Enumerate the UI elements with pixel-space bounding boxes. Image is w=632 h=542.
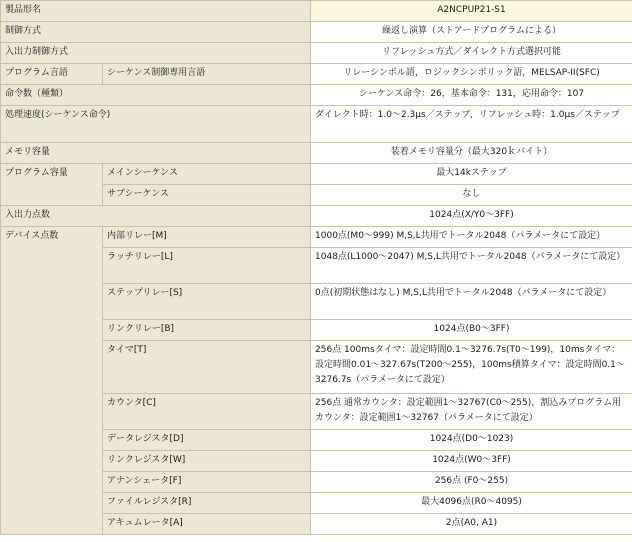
- row-value-io-points: 1024点(X/Y0〜3FF): [311, 206, 632, 227]
- row-sub-language: シーケンス制御専用言語: [103, 64, 311, 85]
- row-value-io-control: リフレッシュ方式／ダイレクト方式選択可能: [311, 43, 632, 64]
- row-value-file-register: 最大4096点(R0〜4095): [311, 493, 632, 514]
- row-sub-link-register: リンクレジスタ[W]: [103, 451, 311, 472]
- row-value-program-main: 最大14kステップ: [311, 164, 632, 185]
- row-label-language: プログラム言語: [1, 64, 103, 85]
- row-value-language: リレーシンボル語，ロジックシンボリック語，MELSAP-II(SFC): [311, 64, 632, 85]
- table-row: [1, 227, 632, 248]
- table-row: [1, 143, 632, 164]
- row-label-control: 制御方式: [1, 22, 311, 43]
- row-sub-link-relay: リンクリレー[B]: [103, 320, 311, 341]
- row-value-link-relay: 1024点(B0〜3FF): [311, 320, 632, 341]
- table-row: [1, 206, 632, 227]
- row-value-link-register: 1024点(W0〜3FF): [311, 451, 632, 472]
- row-value-timer: 256点 100msタイマ：設定時間0.1〜3276.7s(T0〜199)，10msタイマ：設定時間0.01〜327.67s(T200〜255)，100ms積算タイマ：設定時間0.1〜3276.7s（パラメータにて設定）: [311, 341, 632, 394]
- row-sub-internal-relay: 内部リレー[M]: [103, 227, 311, 248]
- table-row: [1, 22, 632, 43]
- row-value-program-sub: なし: [311, 185, 632, 206]
- table-row: [1, 85, 632, 106]
- row-sub-latch-relay: ラッチリレー[L]: [103, 248, 311, 284]
- row-label-instructions: 命令数（種類）: [1, 85, 311, 106]
- row-value-data-register: 1024点(D0〜1023): [311, 430, 632, 451]
- row-sub-data-register: データレジスタ[D]: [103, 430, 311, 451]
- row-sub-program-sub: サブシーケンス: [103, 185, 311, 206]
- row-label-io-points: 入出力点数: [1, 206, 311, 227]
- row-value-annunciator: 256点 (F0〜255): [311, 472, 632, 493]
- table-row: [1, 64, 632, 85]
- row-label-model: 製品形名: [1, 1, 311, 22]
- row-label-io-control: 入出力制御方式: [1, 43, 311, 64]
- table-row: [1, 43, 632, 64]
- row-sub-accumulator: アキュムレータ[A]: [103, 514, 311, 535]
- row-value-internal-relay: 1000点(M0〜999) M,S,L共用でトータル2048（パラメータにて設定）: [311, 227, 632, 248]
- row-value-control: 繰返し演算（ストアードプログラムによる）: [311, 22, 632, 43]
- row-sub-file-register: ファイルレジスタ[R]: [103, 493, 311, 514]
- row-label-speed: 処理速度(シーケンス命令): [1, 106, 311, 143]
- table-row: [1, 164, 632, 185]
- row-value-latch-relay: 1048点(L1000〜2047) M,S,L共用でトータル2048（パラメータにて設定）: [311, 248, 632, 284]
- row-label-memory: メモリ容量: [1, 143, 311, 164]
- row-sub-timer: タイマ[T]: [103, 341, 311, 394]
- row-value-model: A2NCPUP21-S1: [311, 1, 632, 22]
- row-value-memory: 装着メモリ容量分（最大320ｋバイト）: [311, 143, 632, 164]
- row-sub-program-main: メインシーケンス: [103, 164, 311, 185]
- row-value-step-relay: 0点(初期状態はなし) M,S,L共用でトータル2048（パラメータにて設定）: [311, 284, 632, 320]
- table-row: [1, 1, 632, 22]
- row-label-devices: デバイス点数: [1, 227, 103, 535]
- row-value-instructions: シーケンス命令：26，基本命令：131，応用命令：107: [311, 85, 632, 106]
- row-sub-step-relay: ステップリレー[S]: [103, 284, 311, 320]
- row-sub-annunciator: アナンシェータ[F]: [103, 472, 311, 493]
- row-label-program: プログラム容量: [1, 164, 103, 206]
- table-row: [1, 106, 632, 143]
- row-value-accumulator: 2点(A0, A1): [311, 514, 632, 535]
- row-value-counter: 256点 通常カウンタ：設定範囲1〜32767(C0〜255)，割込みプログラム用カウンタ：設定範囲1〜32767（パラメータにて設定）: [311, 394, 632, 430]
- row-sub-counter: カウンタ[C]: [103, 394, 311, 430]
- row-value-speed: ダイレクト時：1.0〜2.3μs／ステップ，リフレッシュ時：1.0μs／ステップ: [311, 106, 632, 143]
